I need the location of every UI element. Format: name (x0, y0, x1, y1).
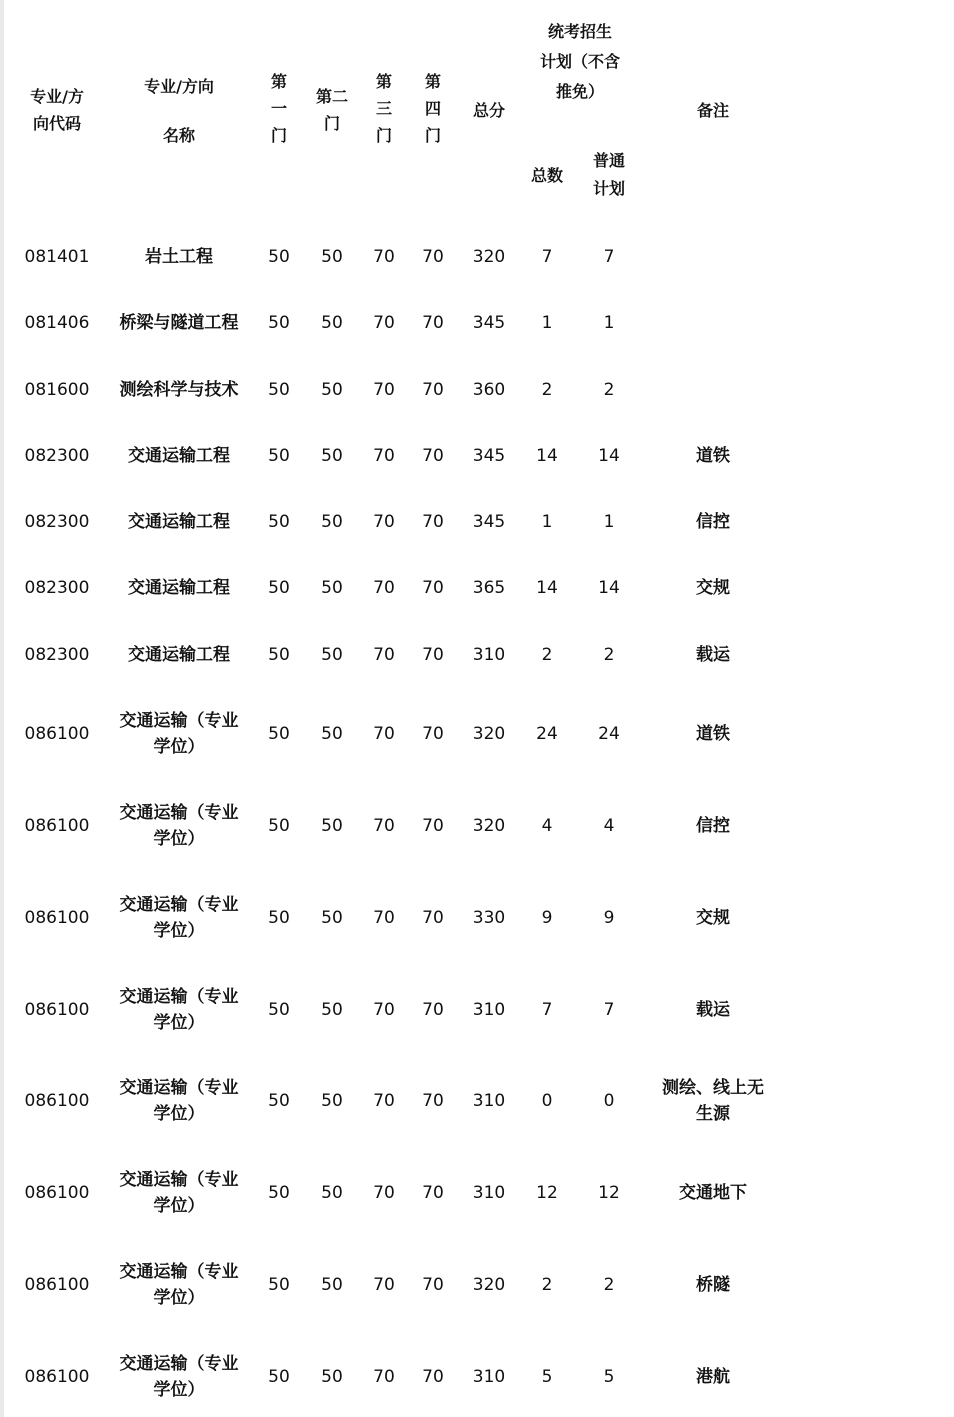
row-subject-2: 50 (321, 380, 343, 400)
row-subject-4: 70 (422, 816, 444, 836)
row-subject-2: 50 (321, 1367, 343, 1387)
row-plan-general: 1 (603, 512, 615, 532)
row-subject-3: 70 (373, 313, 395, 333)
row-subject-2: 50 (321, 313, 343, 333)
row-name: 交通运输（专业 学位） (119, 1078, 239, 1124)
table-row (0, 1075, 954, 1127)
header-code: 专业/方 向代码 (30, 87, 84, 133)
row-subject-4: 70 (422, 1367, 444, 1387)
row-code: 082300 (24, 512, 90, 532)
row-subject-3: 70 (373, 1091, 395, 1111)
row-name: 岩土工程 (145, 247, 213, 267)
row-subject-3: 70 (373, 1367, 395, 1387)
row-subject-4: 70 (422, 724, 444, 744)
row-note: 载运 (696, 645, 730, 665)
row-subject-1: 50 (268, 1275, 290, 1295)
row-plan-total: 5 (541, 1367, 553, 1387)
row-code: 086100 (24, 1000, 90, 1020)
row-total: 345 (472, 512, 506, 532)
row-code: 086100 (24, 724, 90, 744)
row-name: 交通运输（专业 学位） (119, 803, 239, 849)
table-row (0, 496, 954, 548)
row-subject-2: 50 (321, 645, 343, 665)
row-note: 信控 (696, 816, 730, 836)
row-subject-4: 70 (422, 512, 444, 532)
row-plan-general: 7 (603, 247, 615, 267)
row-subject-2: 50 (321, 1000, 343, 1020)
row-subject-3: 70 (373, 1000, 395, 1020)
row-total: 310 (472, 645, 506, 665)
row-plan-total: 2 (541, 380, 553, 400)
row-subject-4: 70 (422, 1000, 444, 1020)
row-plan-total: 2 (541, 1275, 553, 1295)
row-plan-total: 7 (541, 1000, 553, 1020)
row-subject-4: 70 (422, 446, 444, 466)
row-subject-1: 50 (268, 816, 290, 836)
row-subject-3: 70 (373, 578, 395, 598)
row-code: 086100 (24, 1091, 90, 1111)
row-note: 道铁 (696, 724, 730, 744)
row-plan-total: 0 (541, 1091, 553, 1111)
row-subject-1: 50 (268, 512, 290, 532)
table-row (0, 231, 954, 283)
table-row (0, 1167, 954, 1219)
row-subject-4: 70 (422, 1091, 444, 1111)
row-subject-1: 50 (268, 446, 290, 466)
row-note: 载运 (696, 1000, 730, 1020)
table-row (0, 297, 954, 349)
table-row (0, 984, 954, 1036)
row-subject-4: 70 (422, 645, 444, 665)
header-name-bottom: 名称 (162, 126, 195, 145)
row-subject-2: 50 (321, 1091, 343, 1111)
row-subject-2: 50 (321, 578, 343, 598)
row-plan-general: 14 (598, 578, 620, 598)
row-subject-3: 70 (373, 446, 395, 466)
row-code: 086100 (24, 908, 90, 928)
table-row (0, 430, 954, 482)
header-total: 总分 (472, 101, 505, 120)
row-subject-3: 70 (373, 908, 395, 928)
row-name: 交通运输工程 (128, 578, 230, 598)
row-note: 交规 (696, 578, 730, 598)
row-note: 交规 (696, 908, 730, 928)
row-name: 交通运输（专业 学位） (119, 1170, 239, 1216)
row-plan-general: 24 (598, 724, 620, 744)
row-subject-1: 50 (268, 645, 290, 665)
row-total: 360 (472, 380, 506, 400)
row-total: 320 (472, 816, 506, 836)
row-plan-total: 7 (541, 247, 553, 267)
row-subject-2: 50 (321, 512, 343, 532)
row-code: 082300 (24, 578, 90, 598)
row-name: 交通运输（专业 学位） (119, 711, 239, 757)
row-subject-3: 70 (373, 512, 395, 532)
row-code: 081406 (24, 313, 90, 333)
table-row (0, 364, 954, 416)
table-row (0, 562, 954, 614)
row-plan-general: 12 (598, 1183, 620, 1203)
row-plan-total: 4 (541, 816, 553, 836)
row-subject-2: 50 (321, 1183, 343, 1203)
row-name: 交通运输（专业 学位） (119, 1354, 239, 1400)
row-plan-total: 24 (536, 724, 558, 744)
header-subject-1: 第 一 门 (270, 72, 287, 145)
row-subject-1: 50 (268, 1183, 290, 1203)
row-name: 交通运输（专业 学位） (119, 1262, 239, 1308)
row-subject-1: 50 (268, 578, 290, 598)
header-subject-4: 第 四 门 (424, 72, 441, 145)
row-plan-total: 1 (541, 512, 553, 532)
row-plan-general: 1 (603, 313, 615, 333)
row-plan-general: 9 (603, 908, 615, 928)
row-total: 345 (472, 446, 506, 466)
row-plan-general: 2 (603, 380, 615, 400)
row-subject-1: 50 (268, 908, 290, 928)
row-code: 086100 (24, 1183, 90, 1203)
row-name: 交通运输（专业 学位） (119, 895, 239, 941)
row-subject-2: 50 (321, 908, 343, 928)
row-subject-4: 70 (422, 380, 444, 400)
row-code: 086100 (24, 1367, 90, 1387)
row-code: 081600 (24, 380, 90, 400)
row-total: 310 (472, 1000, 506, 1020)
row-total: 320 (472, 1275, 506, 1295)
row-plan-total: 14 (536, 446, 558, 466)
header-plan: 统考招生 计划（不含 推免） (539, 22, 620, 101)
table-row (0, 892, 954, 944)
row-plan-total: 14 (536, 578, 558, 598)
row-plan-total: 9 (541, 908, 553, 928)
header-subject-2: 第二 门 (315, 87, 348, 133)
header-plan-total: 总数 (530, 166, 563, 185)
row-total: 310 (472, 1367, 506, 1387)
row-plan-general: 5 (603, 1367, 615, 1387)
row-total: 365 (472, 578, 506, 598)
row-total: 320 (472, 724, 506, 744)
row-plan-total: 12 (536, 1183, 558, 1203)
row-subject-1: 50 (268, 380, 290, 400)
row-note: 交通地下 (679, 1183, 747, 1203)
row-subject-3: 70 (373, 816, 395, 836)
row-name: 交通运输工程 (128, 512, 230, 532)
header-subject-3: 第 三 门 (375, 72, 392, 145)
row-subject-2: 50 (321, 724, 343, 744)
row-subject-1: 50 (268, 1367, 290, 1387)
row-note: 港航 (696, 1367, 730, 1387)
row-plan-general: 2 (603, 645, 615, 665)
row-code: 082300 (24, 645, 90, 665)
row-subject-2: 50 (321, 247, 343, 267)
row-total: 320 (472, 247, 506, 267)
row-total: 310 (472, 1091, 506, 1111)
row-name: 交通运输（专业 学位） (119, 987, 239, 1033)
row-subject-1: 50 (268, 724, 290, 744)
row-note: 道铁 (696, 446, 730, 466)
row-subject-3: 70 (373, 380, 395, 400)
row-subject-2: 50 (321, 1275, 343, 1295)
row-total: 310 (472, 1183, 506, 1203)
row-note: 信控 (696, 512, 730, 532)
row-subject-4: 70 (422, 247, 444, 267)
row-subject-4: 70 (422, 1275, 444, 1295)
table-row (0, 1259, 954, 1311)
row-subject-1: 50 (268, 1000, 290, 1020)
row-total: 345 (472, 313, 506, 333)
row-note: 桥隧 (696, 1275, 730, 1295)
row-subject-2: 50 (321, 816, 343, 836)
row-subject-2: 50 (321, 446, 343, 466)
row-code: 081401 (24, 247, 90, 267)
row-name: 测绘科学与技术 (119, 380, 239, 400)
row-subject-4: 70 (422, 313, 444, 333)
row-plan-general: 0 (603, 1091, 615, 1111)
row-name: 桥梁与隧道工程 (119, 313, 239, 333)
row-code: 086100 (24, 1275, 90, 1295)
row-plan-general: 7 (603, 1000, 615, 1020)
row-plan-general: 14 (598, 446, 620, 466)
row-plan-general: 2 (603, 1275, 615, 1295)
row-plan-general: 4 (603, 816, 615, 836)
row-subject-3: 70 (373, 247, 395, 267)
header-name-top: 专业/方向 (144, 77, 214, 96)
row-subject-3: 70 (373, 645, 395, 665)
table-row (0, 708, 954, 760)
table-row (0, 629, 954, 681)
row-subject-3: 70 (373, 724, 395, 744)
row-name: 交通运输工程 (128, 446, 230, 466)
table-row (0, 800, 954, 852)
header-note: 备注 (696, 101, 729, 120)
row-code: 086100 (24, 816, 90, 836)
row-subject-4: 70 (422, 578, 444, 598)
row-subject-1: 50 (268, 313, 290, 333)
row-subject-3: 70 (373, 1183, 395, 1203)
row-subject-4: 70 (422, 1183, 444, 1203)
row-note: 测绘、线上无 生源 (662, 1078, 764, 1124)
table-row (0, 1351, 954, 1403)
row-plan-total: 1 (541, 313, 553, 333)
row-total: 330 (472, 908, 506, 928)
row-plan-total: 2 (541, 645, 553, 665)
header-plan-general: 普通 计划 (592, 151, 625, 198)
row-name: 交通运输工程 (128, 645, 230, 665)
row-subject-3: 70 (373, 1275, 395, 1295)
row-subject-1: 50 (268, 247, 290, 267)
row-subject-1: 50 (268, 1091, 290, 1111)
row-subject-4: 70 (422, 908, 444, 928)
row-code: 082300 (24, 446, 90, 466)
